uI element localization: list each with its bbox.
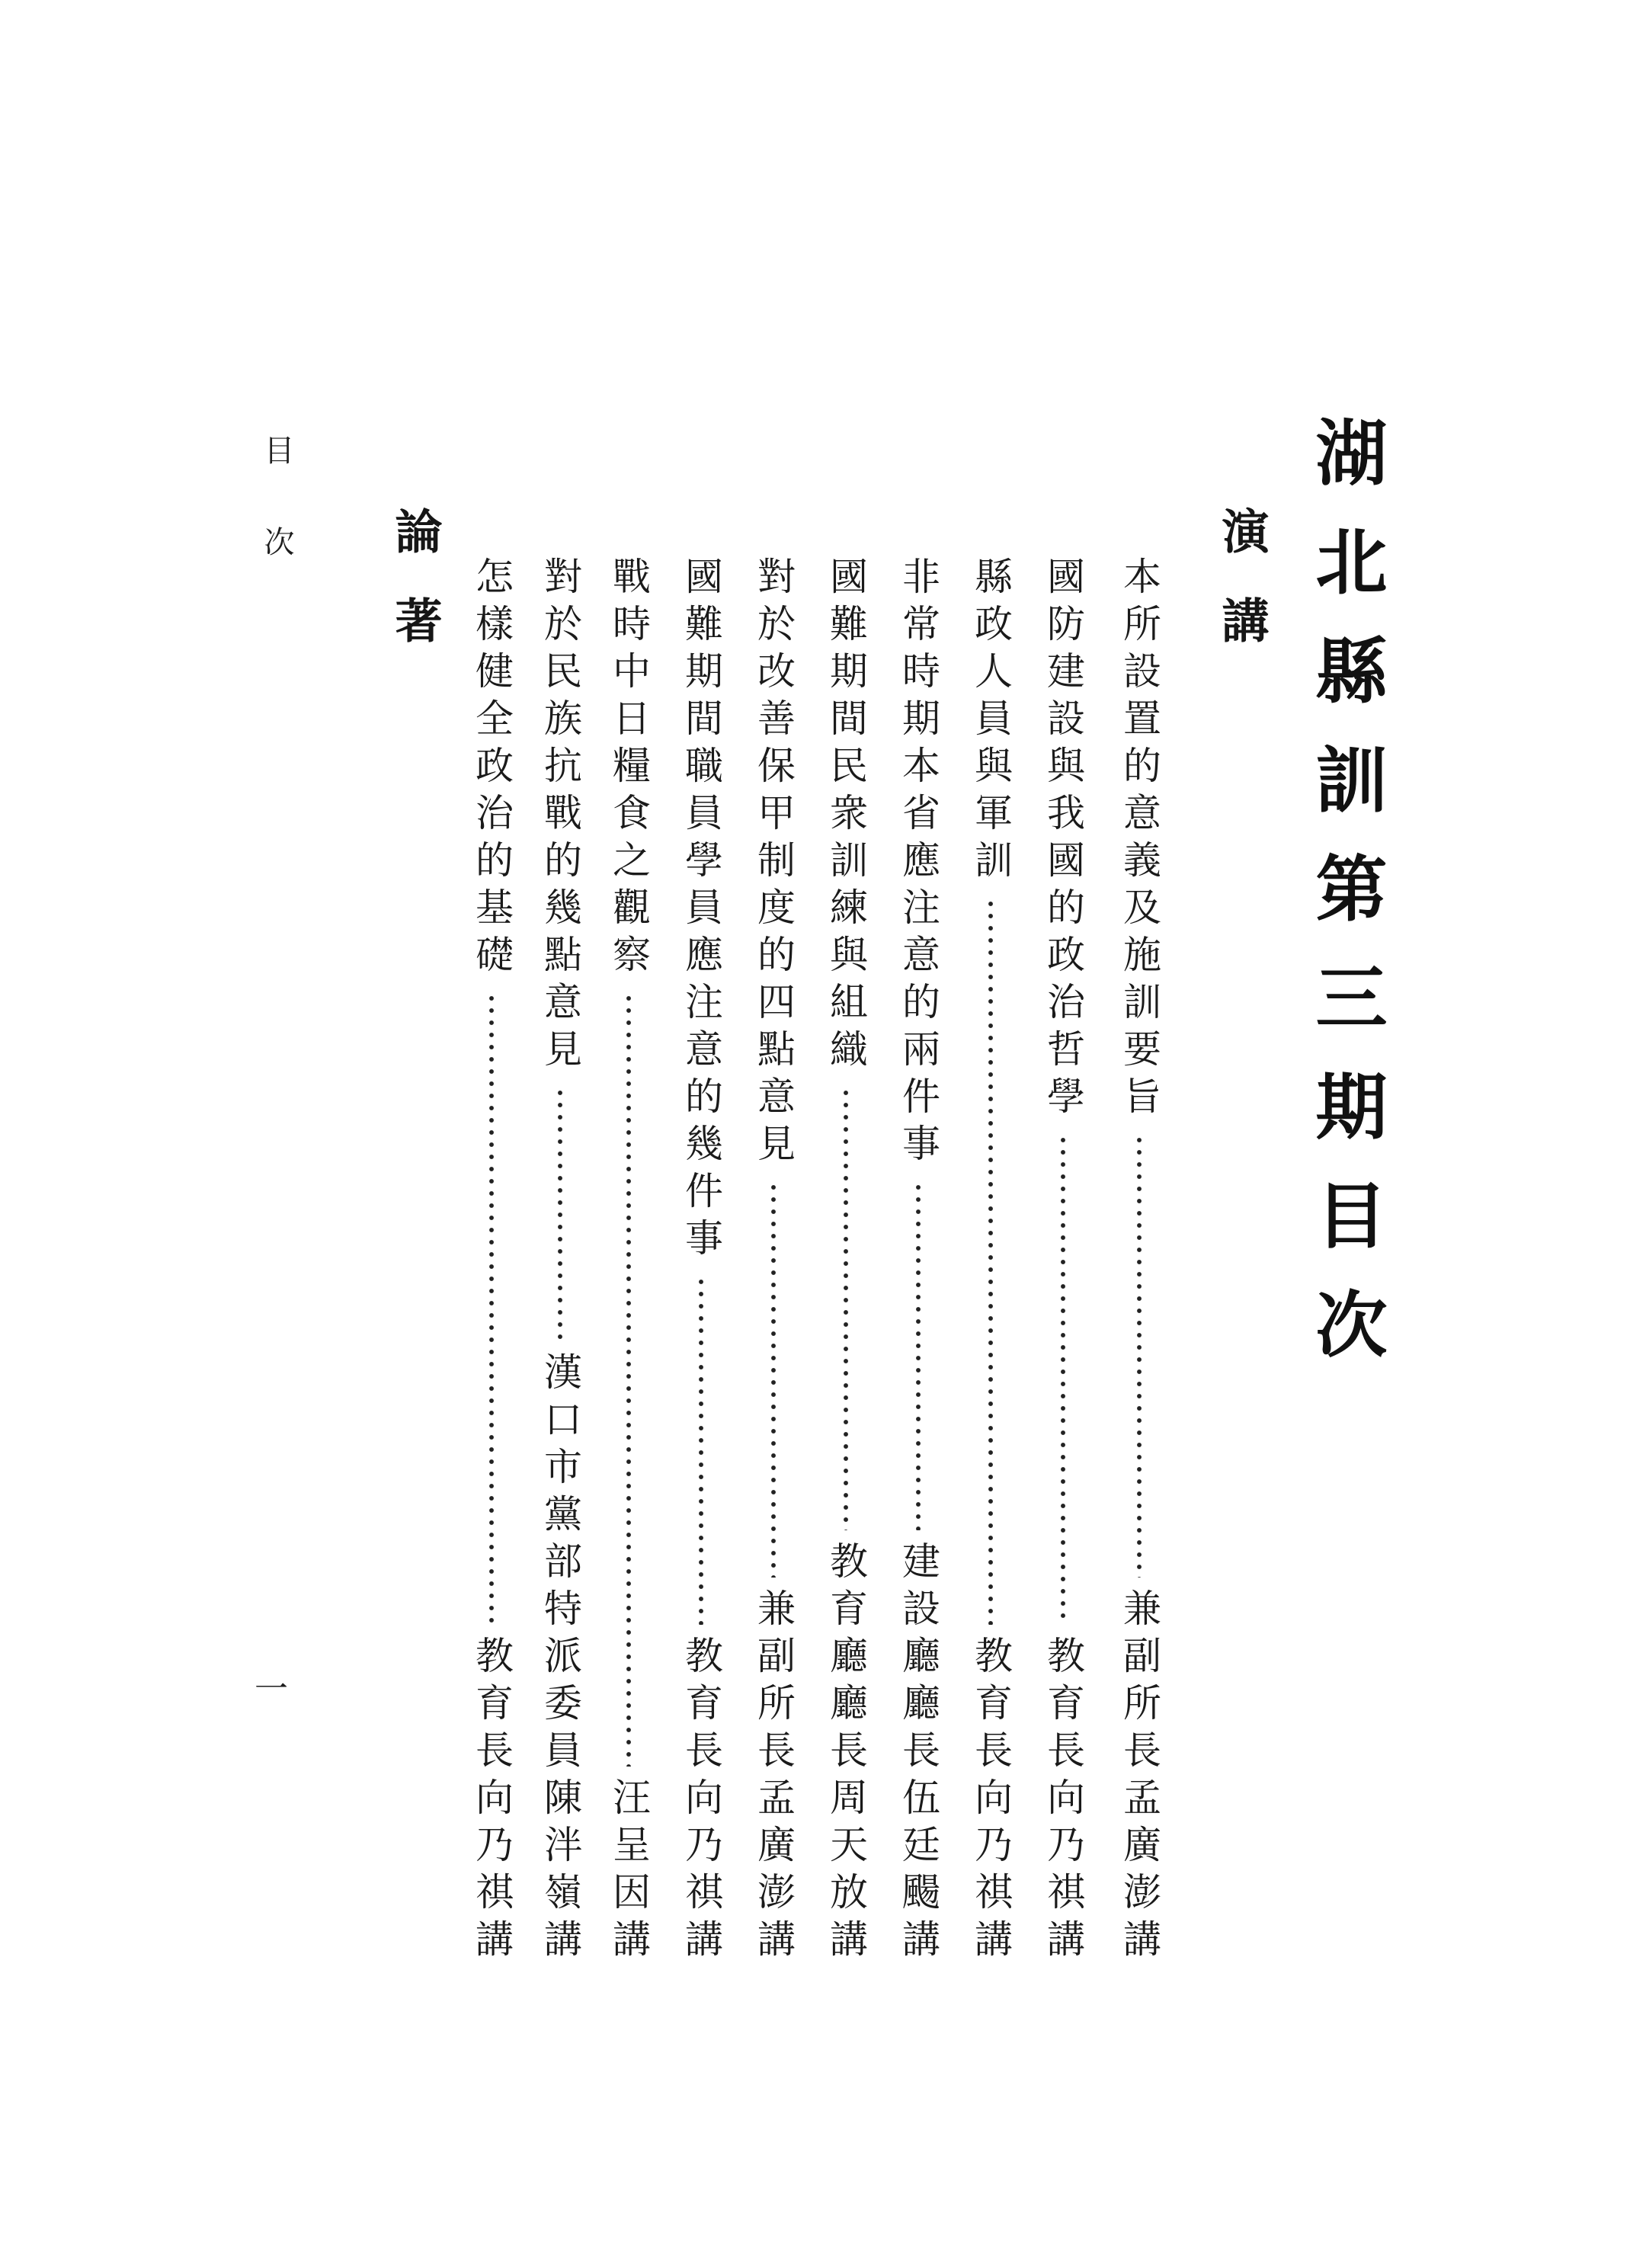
dot-leader bbox=[914, 1181, 922, 1530]
toc-entry-title: 對於民族抗戰的幾點意見 bbox=[538, 556, 582, 1076]
dot-leader bbox=[625, 992, 632, 1767]
toc-entry-author: 漢口市黨部特派委員陳泮嶺講 bbox=[538, 1352, 582, 1966]
dot-leader bbox=[697, 1276, 705, 1625]
toc-entry-author: 兼副所長孟廣澎講 bbox=[1117, 1588, 1161, 1966]
toc-entry-title: 縣政人員與軍訓 bbox=[969, 556, 1013, 887]
toc-entry-author: 教育長向乃祺講 bbox=[469, 1635, 514, 1966]
toc-entry-title: 國難期間職員學員應注意的幾件事 bbox=[679, 556, 723, 1265]
toc-entry bbox=[964, 556, 1017, 1966]
toc-entry-title: 國防建設與我國的政治哲學 bbox=[1041, 556, 1085, 1123]
toc-entry-author: 教育長向乃祺講 bbox=[969, 1635, 1013, 1966]
toc-entry bbox=[892, 556, 945, 1966]
toc-entry-title: 戰時中日糧食之觀察 bbox=[607, 556, 651, 982]
running-header: 目次 bbox=[259, 434, 294, 617]
page-title: 湖北縣訓第三期目次 bbox=[1303, 415, 1387, 1396]
section-heading-speeches: 演講 bbox=[1214, 507, 1270, 685]
dot-leader bbox=[1135, 1134, 1143, 1578]
toc-entry-author: 教育廳廳長周天放講 bbox=[824, 1541, 868, 1966]
dot-leader bbox=[987, 898, 994, 1625]
toc-entry-title: 國難期間民衆訓練與組織 bbox=[824, 556, 868, 1076]
toc-entry bbox=[465, 556, 518, 1966]
toc-entry bbox=[674, 556, 728, 1966]
toc-entry-title: 非常時期本省應注意的兩件事 bbox=[896, 556, 940, 1171]
toc-entry bbox=[1036, 556, 1090, 1966]
toc-entry bbox=[747, 556, 800, 1966]
dot-leader bbox=[842, 1087, 850, 1530]
toc-entry bbox=[602, 556, 655, 1966]
dot-leader bbox=[556, 1087, 564, 1341]
dot-leader bbox=[770, 1181, 777, 1578]
dot-leader bbox=[1059, 1134, 1067, 1625]
toc-entry-title: 怎樣健全政治的基礎 bbox=[469, 556, 514, 982]
toc-entry-author: 教育長向乃祺講 bbox=[1041, 1635, 1085, 1966]
toc-entry bbox=[533, 556, 587, 1966]
dot-leader bbox=[488, 992, 495, 1625]
toc-entry-author: 教育長向乃祺講 bbox=[679, 1635, 723, 1966]
toc-entry-author: 建設廳廳長伍廷颺講 bbox=[896, 1541, 940, 1966]
toc-entry-title: 對於改善保甲制度的四點意見 bbox=[751, 556, 796, 1171]
toc-entry bbox=[1113, 556, 1166, 1966]
page-number: 一 bbox=[255, 1670, 288, 1709]
toc-entry-author: 汪呈因講 bbox=[607, 1777, 651, 1966]
toc-entry-author: 兼副所長孟廣澎講 bbox=[751, 1588, 796, 1966]
toc-entry-title: 本所設置的意義及施訓要旨 bbox=[1117, 556, 1161, 1123]
section-heading-essays: 論著 bbox=[387, 507, 443, 685]
toc-entry bbox=[819, 556, 873, 1966]
